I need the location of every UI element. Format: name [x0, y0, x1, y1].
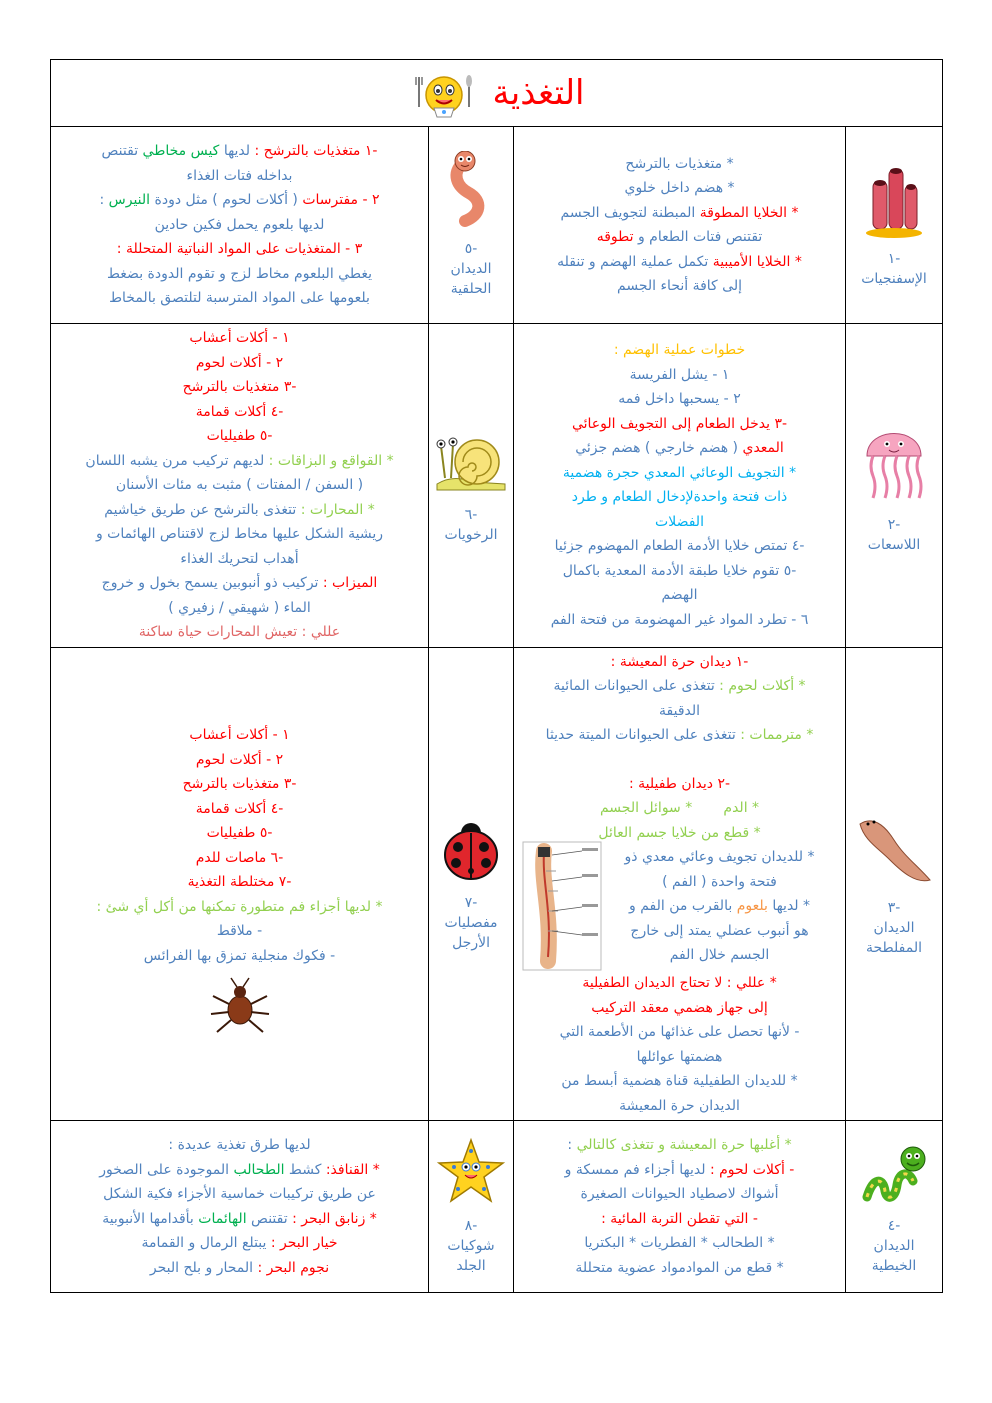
text-line: -٤ تمتص خلايا الأدمة الطعام المهضوم جزئيا: [554, 538, 805, 555]
text-line: * متغذيات بالترشح: [625, 155, 734, 172]
group-arthropods-cell: [429, 647, 514, 1121]
text-span: * الخلايا المطوقة: [699, 204, 799, 221]
text-span: ( أكلات لحوم ) مثل دودة: [154, 192, 303, 209]
text-line: ذات فتحة واحدةلإدخال الطعام و طرد: [571, 489, 788, 506]
group-name: مفصليات: [444, 915, 498, 931]
text-line: -٥ طفيليات: [206, 825, 273, 841]
text-line: أشواك لاصطياد الحيوانات الصغيرة: [580, 1186, 779, 1202]
beetle-icon: [205, 976, 275, 1036]
text-span: * القواقع و البزاقات :: [268, 452, 394, 469]
text-line: -٥ تقوم خلايا طبقة الأدمة المعدية باكمال: [562, 562, 797, 579]
group-name: الحلقية: [450, 281, 492, 298]
group-flatworms-cell: [846, 647, 943, 1121]
text-span: * أغلبها حرة المعيشة و تتغذى كالتالي: [576, 1137, 792, 1153]
text-span: كشط: [288, 1161, 326, 1178]
text-span: :: [567, 1137, 577, 1153]
text-span: التجويف الوعائي: [571, 415, 672, 432]
text-line: الهضم: [661, 587, 698, 604]
text-span: بالقرب من الفم و: [629, 898, 737, 914]
group-number: -٢: [887, 516, 901, 533]
text-line: يغطي البلعوم مخاط لزج و تقوم الدودة بضغط: [107, 265, 372, 282]
flatworms-text: [514, 647, 846, 1121]
title-cell: [51, 60, 943, 127]
group-annelids-cell: [429, 127, 514, 324]
text-line: بلعومها على المواد المترسبة لتلتصق بالمخاط: [109, 290, 370, 307]
smiley-chef-icon: [409, 67, 479, 119]
text-line: ( السفن / المفتات ) مثبت به مئات الأسنان: [115, 477, 364, 493]
text-line: لديها بلعوم يحمل فكين حادين: [154, 216, 325, 233]
text-span: * لديها: [772, 898, 811, 914]
text-line: -٢ ديدان طفيلية :: [628, 775, 731, 792]
text-span: -٣ يدخل الطعام إلى: [671, 415, 788, 432]
text-line: - ملاقط: [216, 923, 263, 939]
text-line: الفضلات: [655, 513, 704, 530]
text-span: * المحارات :: [300, 501, 375, 518]
text-span: الهائمات: [198, 1210, 252, 1227]
text-span: * الخلايا الأميبية: [712, 253, 802, 270]
arthropods-text: [51, 647, 429, 1121]
group-mollusks-cell: [429, 324, 514, 648]
text-line: - التي تقطن التربة المائية :: [601, 1210, 758, 1227]
text-span: تتغذى على الحيوانات الميتة حديثا: [545, 727, 741, 743]
cnidarians-text: [514, 324, 846, 648]
starfish-icon: [436, 1137, 506, 1207]
text-span: * القنافذ:: [325, 1161, 380, 1178]
text-line: * قطع من خلايا جسم العائل: [598, 824, 761, 841]
text-line: هضمتها عوائلها: [636, 1048, 723, 1065]
group-number: -١: [887, 251, 901, 268]
text-span: كيس مخاطي: [142, 143, 224, 160]
text-line: إلى كافة أنحاء الجسم: [617, 278, 742, 294]
nutrition-table: [50, 59, 943, 1293]
group-number: -٦: [464, 506, 478, 523]
text-line: * التجويف الوعائي المعدي حجرة هضمية: [562, 464, 797, 481]
group-name: الأرجل: [452, 935, 490, 951]
text-span: تقتنص فتات الطعام و: [637, 229, 763, 245]
text-line: ١ - أكلات أعشاب: [189, 727, 290, 743]
text-line: ١ - يشل الفريسة: [629, 366, 730, 383]
nematodes-text: [514, 1121, 846, 1293]
text-span: * أكلات لحوم :: [719, 678, 806, 694]
flatworm-icon: [854, 810, 934, 890]
text-line: - فكوك منجلية تمزق بها الفرائس: [143, 947, 336, 964]
text-line: فتحة واحدة ( الفم ): [662, 873, 777, 890]
text-line: الجسم خلال الفم: [669, 947, 770, 963]
text-span: المحار و بلح البحر: [149, 1259, 258, 1276]
text-line: لديها طرق تغذية عديدة :: [168, 1137, 311, 1153]
text-span: تقتنص: [101, 143, 143, 160]
text-line: ريشية الشكل عليها مخاط لزج لاقتناص الهائمات و: [95, 526, 384, 542]
parasitic-worm-diagram-icon: [522, 841, 602, 971]
text-span: لديها: [223, 143, 255, 160]
page-title: التغذية: [492, 72, 585, 113]
group-sponges-cell: [846, 127, 943, 324]
text-line: -٤ أكلات قمامة: [195, 800, 284, 817]
roundworm-icon: [859, 1137, 929, 1207]
text-line: * عللي : لا تحتاج الديدان الطفيلية: [582, 975, 777, 991]
snail-icon: [433, 426, 509, 496]
text-line: الماء ( شهيقي / زفيري ): [168, 599, 311, 616]
text-span: * سوائل الجسم: [599, 800, 693, 816]
text-line: -٣ متغذيات بالترشح: [182, 776, 297, 792]
text-span: المبطنة لتجويف الجسم: [560, 204, 700, 221]
text-span: المعدي: [742, 440, 784, 457]
text-span: * زنابق البحر :: [292, 1210, 377, 1227]
group-name: الرخويات: [444, 526, 498, 543]
group-name: الجلد: [456, 1257, 486, 1274]
text-line: ٢ - يسحبها داخل فمه: [618, 391, 741, 408]
group-number: -٧: [464, 895, 478, 911]
group-number: -٨: [464, 1217, 478, 1234]
text-span: ٢ - مفترسات: [302, 192, 380, 209]
text-span: النيرس: [108, 192, 155, 209]
jellyfish-icon: [859, 416, 929, 506]
text-span: لديها أجزاء فم ممسكة و: [564, 1161, 710, 1178]
mollusks-text: [51, 324, 429, 648]
text-line: بداخله فتات الغذاء: [186, 167, 293, 184]
group-number: -٤: [887, 1217, 901, 1234]
group-nematodes-cell: [846, 1121, 943, 1293]
text-span: تتغذى بالترشح عن طريق خياشيم: [104, 501, 301, 518]
worm-icon: [441, 151, 501, 231]
text-span: - أكلات لحوم :: [709, 1161, 795, 1178]
text-line: ١ - أكلات أعشاب: [189, 330, 290, 346]
text-line: * لديها أجزاء فم متطورة تمكنها من أكل أي شئ :: [96, 898, 383, 915]
text-line: إلى جهاز هضمي معقد التركيب: [591, 999, 768, 1016]
text-span: نجوم البحر :: [257, 1259, 330, 1276]
text-span: تطوقه: [596, 229, 638, 245]
text-line: عن طريق تركيبات خماسية الأجزاء فكية الشكل: [103, 1186, 376, 1202]
text-line: -٦ ماصات للدم: [195, 849, 284, 866]
group-name: الإسفنجيات: [861, 271, 927, 288]
text-line: ٢ - أكلات لحوم: [195, 751, 284, 768]
text-span: * مترممات :: [740, 727, 814, 743]
text-line: الدقيقة: [659, 702, 701, 719]
text-span: تكمل عملية الهضم و تنقله: [557, 253, 713, 270]
text-line: -٧ مختلطة التغذية: [187, 874, 292, 890]
text-span: يبتلع الرمال و القمامة: [141, 1235, 271, 1251]
text-span: ( هضم خارجي ) هضم جزئي: [575, 440, 743, 457]
text-line: -١ ديدان حرة المعيشة :: [610, 653, 749, 670]
text-span: لديهم تركيب مرن يشبه اللسان: [85, 452, 269, 469]
text-line: -٥ طفيليات: [206, 428, 273, 444]
text-line: ٦ - تطرد المواد غير المهضومة من فتحة الفم: [550, 611, 809, 628]
text-span: -١ متغذيات بالترشح :: [254, 143, 378, 160]
text-line: - لأنها تحصل على غذائها من الأطعمة التي: [559, 1024, 800, 1040]
group-name: الديدان: [450, 261, 492, 278]
text-line: -٤ أكلات قمامة: [195, 403, 284, 420]
text-line: خطوات عملية الهضم :: [613, 342, 746, 359]
nutrition-sheet: [50, 59, 942, 1293]
sponge-icon: [859, 161, 929, 241]
echinoderms-text: [51, 1121, 429, 1293]
text-span: خيار البحر :: [270, 1235, 338, 1251]
ladybug-icon: [436, 815, 506, 885]
group-name: اللاسعات: [867, 536, 921, 553]
text-span: تتغذى على الحيوانات المائية: [553, 678, 720, 694]
text-line: * هضم داخل خلوي: [624, 180, 735, 196]
group-number: -٥: [464, 241, 478, 258]
text-span: بأقدامها الأنبوبية: [102, 1210, 199, 1227]
text-span: الموجودة على الصخور: [99, 1161, 234, 1178]
text-line: * للديدان الطفيلية قناة هضمية أبسط من: [561, 1073, 798, 1089]
text-span: بلعوم: [736, 898, 773, 914]
text-line: ٢ - أكلات لحوم: [195, 354, 284, 371]
text-span: الطحالب: [233, 1161, 289, 1178]
sponges-text: [514, 127, 846, 324]
group-cnidarians-cell: [846, 324, 943, 648]
text-line: عللي : تعيش المحارات حياة ساكنة: [138, 624, 341, 640]
text-span: الميزاب :: [322, 575, 378, 591]
group-name: الخيطية: [871, 1257, 917, 1274]
text-span: تركيب ذو أنبوبين يسمح بخول و خروج: [101, 575, 323, 591]
text-line: الديدان حرة المعيشة: [619, 1097, 740, 1114]
group-number: -٣: [887, 900, 901, 916]
text-span: * الدم: [723, 800, 760, 816]
text-line: أهداب لتحريك الغذاء: [180, 550, 299, 567]
text-line: ٣ - المتغذيات على المواد النباتية المتحللة :: [116, 241, 363, 258]
text-span: :: [99, 192, 109, 209]
text-line: * الطحالب * الفطريات * البكتريا: [584, 1235, 775, 1251]
annelids-text: [51, 127, 429, 324]
text-line: -٣ متغذيات بالترشح: [182, 379, 297, 395]
text-span: تقتنص: [251, 1210, 293, 1227]
group-name: شوكيات: [447, 1237, 495, 1254]
group-name: المفلطحة: [866, 940, 923, 956]
group-name: الديدان: [873, 920, 915, 936]
text-line: * للديدان تجويف وعائي معدي ذو: [624, 849, 815, 865]
text-line: * قطع من الموادمواد عضوية متحللة: [575, 1259, 784, 1276]
text-line: هو أنبوب عضلي يمتد إلى خارج: [630, 922, 809, 939]
group-echinoderms-cell: [429, 1121, 514, 1293]
group-name: الديدان: [873, 1237, 915, 1254]
